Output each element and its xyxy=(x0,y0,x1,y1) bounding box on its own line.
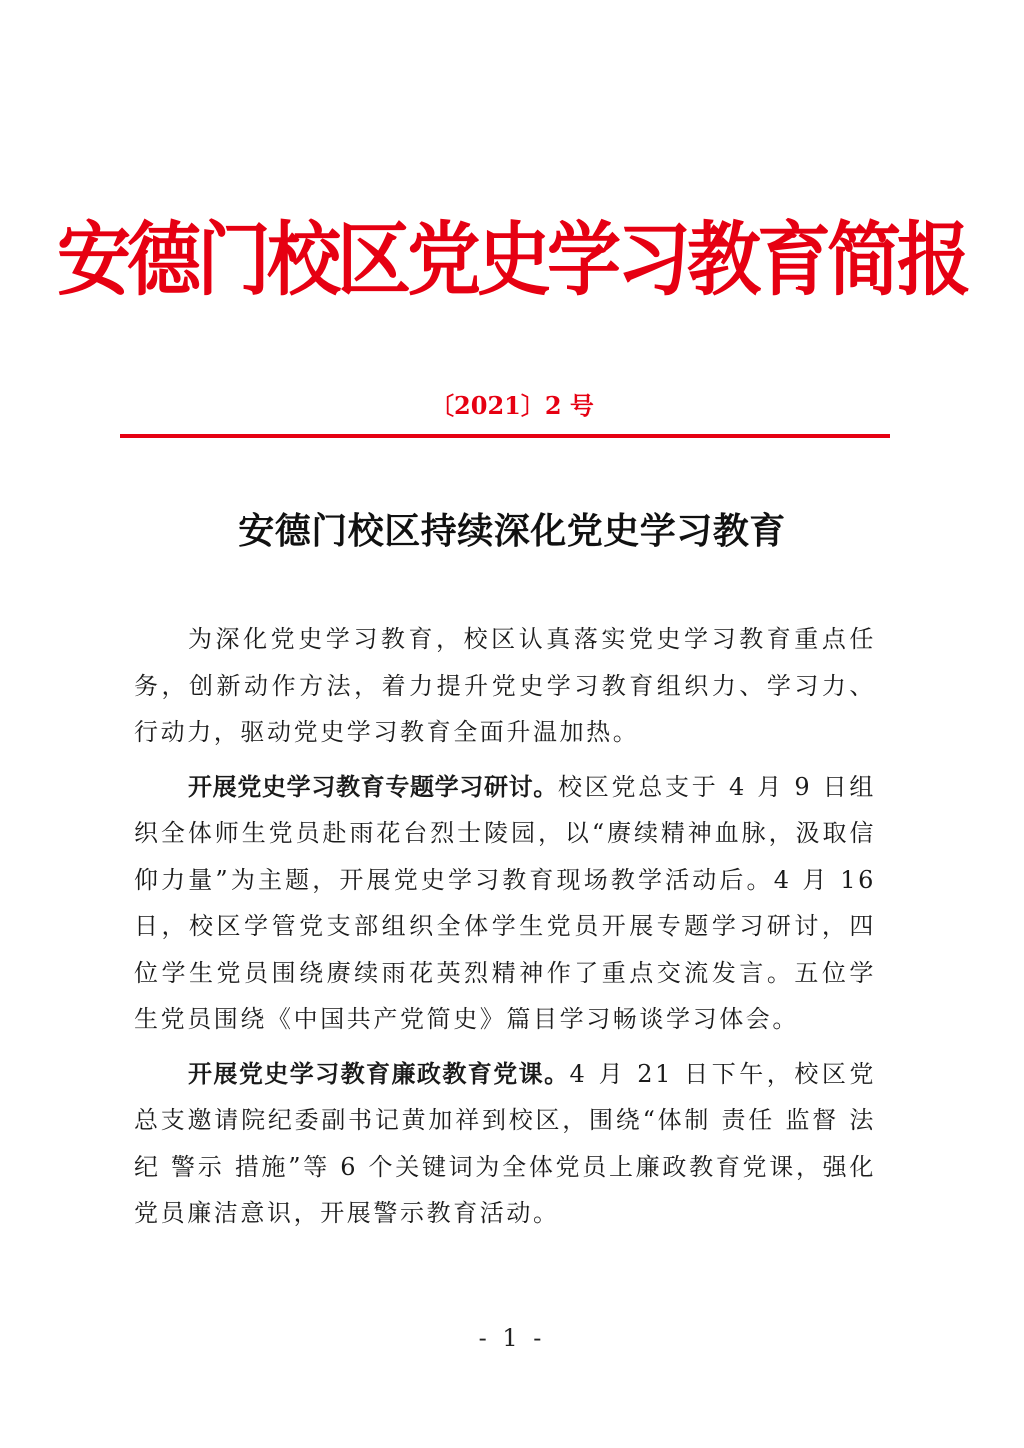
masthead-title: 安德门校区党史学习教育简报 xyxy=(57,214,967,308)
paragraph-intro xyxy=(134,616,876,756)
paragraph-lead-heading: 开展党史学习教育廉政教育党课。 xyxy=(188,1059,570,1088)
article-body xyxy=(134,616,876,1245)
red-divider-line xyxy=(120,434,890,438)
paragraph-text: 4 月 21 日下午，校区党总支邀请院纪委副书记黄加祥到校区，围绕“体制 责任 监督 法纪 警示 措施”等 6 个关键词为全体党员上廉政教育党课，强化党员廉洁意识，开展警示教育活动。 xyxy=(134,1059,876,1227)
paragraph-study-seminar xyxy=(134,764,876,1043)
paragraph-integrity-lecture xyxy=(134,1051,876,1237)
paragraph-lead-heading: 开展党史学习教育专题学习研讨。 xyxy=(188,772,558,801)
page-number: - 1 - xyxy=(478,1324,546,1352)
paragraph-text: 为深化党史学习教育，校区认真落实党史学习教育重点任务，创新动作方法，着力提升党史学习教育组织力、学习力、行动力，驱动党史学习教育全面升温加热。 xyxy=(134,625,876,746)
issue-number: 〔2021〕2 号 xyxy=(430,391,594,420)
article-title: 安德门校区持续深化党史学习教育 xyxy=(238,511,786,552)
paragraph-text: 校区党总支于 4 月 9 日组织全体师生党员赴雨花台烈士陵园，以“赓续精神血脉，汲取信仰力量”为主题，开展党史学习教育现场教学活动后。4 月 16 日，校区学管党支部组织全体学生党员开展专题学习研讨，四位学生党员围绕赓续雨花英烈精神作了重点交流发言。五位学生党员围绕《中国共产党简史》篇目学习畅谈学习体会。 xyxy=(134,772,876,1033)
